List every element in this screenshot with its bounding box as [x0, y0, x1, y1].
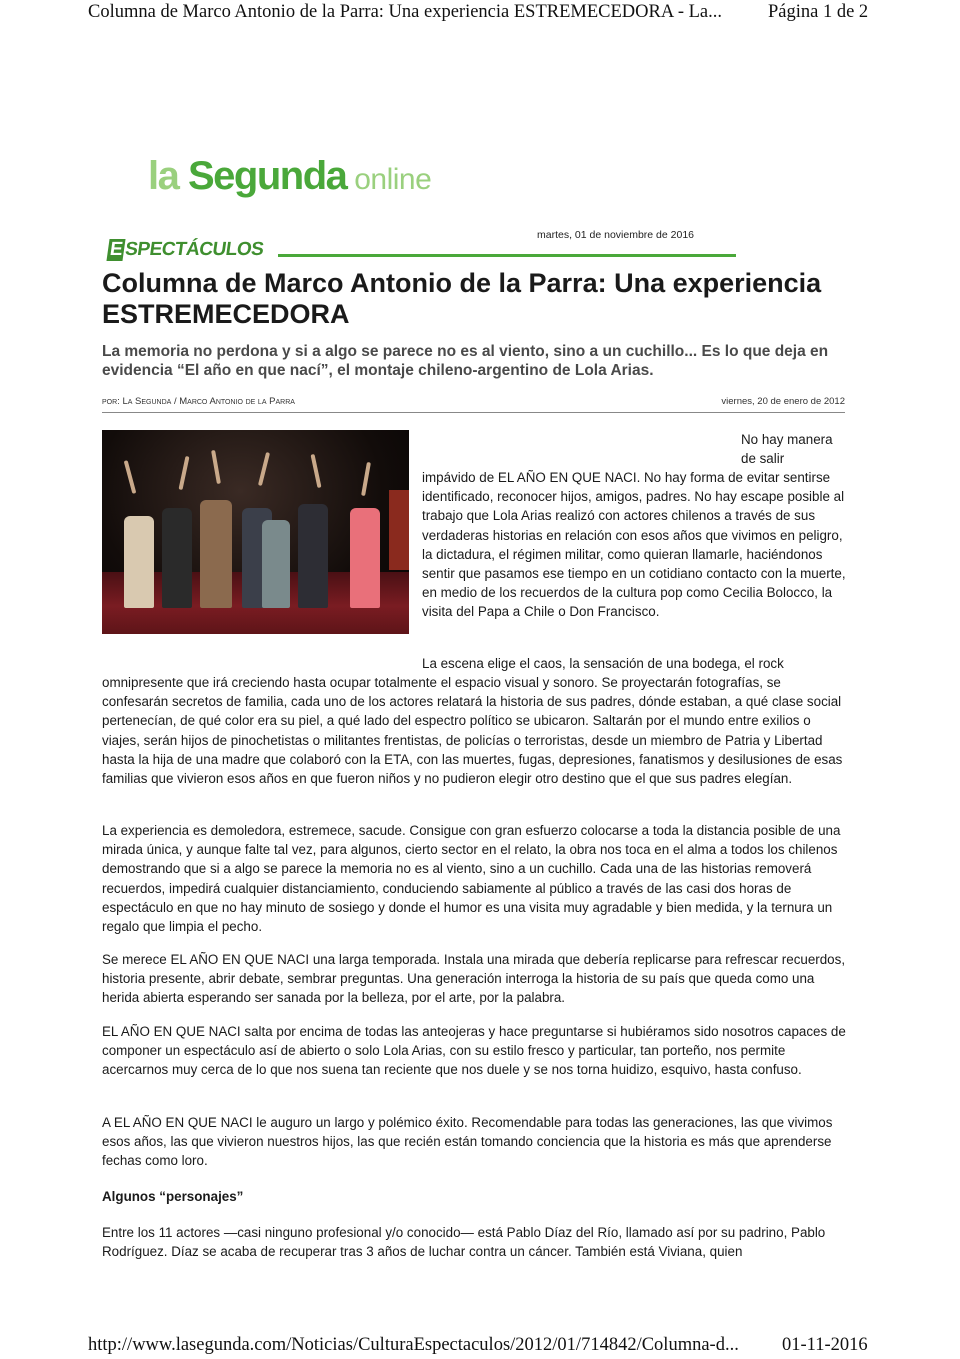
- article-photo: [102, 430, 409, 634]
- logo-part-online: online: [346, 163, 432, 196]
- photo-actor: [124, 516, 154, 608]
- article-paragraph-intro-start: No hay manera de salir: [741, 432, 833, 467]
- print-footer-date: 01-11-2016: [782, 1335, 868, 1355]
- photo-actor: [162, 508, 192, 608]
- article-paragraph-auguro: A EL AÑO EN QUE NACI le auguro un largo y polémico éxito. Recomendable para todas las generaciones, las que vivimos esos años, las que vivieron nuestros hijos, las que recién están tomando conciencia que la historia es más que aprenderse fechas como loro.: [102, 1115, 833, 1169]
- logo-part-segunda: Segunda: [187, 154, 347, 198]
- photo-actor: [350, 508, 380, 608]
- logo-part-la: la: [148, 154, 188, 198]
- article-paragraph-actores: Entre los 11 actores —casi ninguno profesional y/o conocido— está Pablo Díaz del Río, llamado así por su padrino, Pablo Rodríguez. Díaz se acaba de recuperar tras 3 años de luchar contra un cáncer. También está Viviana, quien: [102, 1225, 826, 1260]
- print-footer-url[interactable]: http://www.lasegunda.com/Noticias/CulturaEspectaculos/2012/01/714842/Columna-d...: [88, 1335, 739, 1355]
- photo-actor: [298, 504, 328, 608]
- byline-divider: [102, 412, 845, 413]
- article-paragraph-escena-start: La escena elige el caos, la sensación de una bodega, el rock: [422, 656, 784, 671]
- print-header-title: Columna de Marco Antonio de la Parra: Una experiencia ESTREMECEDORA - La...: [88, 2, 722, 22]
- section-label-espectaculos[interactable]: [106, 239, 264, 261]
- article-paragraph-el-ano: EL AÑO EN QUE NACI salta por encima de todas las anteojeras y hace preguntarse si hubiéramos sido nosotros capaces de componer un espectáculo así de abierto o solo Lola Arias, con su estilo fresco y particular, tan porteño, nos permite acercarnos muy cerca de lo que nos suena tan reciente que nos duele y se nos torna huidizo, esquivo, hasta confuso.: [102, 1024, 846, 1078]
- article-paragraph-escena: omnipresente que irá creciendo hasta ocupar totalmente el espacio visual y sonoro. Se proyectarán fotografías, se confesarán secretos de familia, cada uno de los actores relatará la historia de sus padres, dónde estaban, a qué clase social pertenecían, de qué color era su piel, a qué lado del espectro político se ubicaron. Saltarán por el mundo entre exilios o viajes, serán hijos de pinochetistas o militantes frentistas, de policías o terroristas, desde un miembro de Patria y Libertad hasta la hija de una madre que colaboró con la ETA, con las muertes, fugas, depresiones, fanatismos y desilusiones de esas familias que vivieron esos años en que fueron niños y no pudieron elegir otro destino que el que sus padres elegían.: [102, 675, 843, 787]
- photo-raised-arm: [179, 456, 190, 490]
- photo-actor: [262, 520, 290, 608]
- photo-stage-door: [389, 490, 409, 570]
- photo-raised-arm: [361, 462, 371, 496]
- current-date: martes, 01 de noviembre de 2016: [537, 229, 695, 241]
- print-footer: [0, 1335, 960, 1359]
- section-label-rest: SPECTÁCULOS: [123, 239, 265, 260]
- article-subhead: La memoria no perdona y si a algo se parece no es al viento, sino a un cuchillo... Es lo que deja en evidencia “El año en que nací”, el montaje chileno-argentino de Lola Arias.: [102, 343, 829, 379]
- print-header-page-number: Página 1 de 2: [768, 2, 869, 22]
- article-paragraph-experiencia: La experiencia es demoledora, estremece, sacude. Consigue con gran esfuerzo colocarse a toda la distancia posible de una mirada única, y aunque falte tal vez, para algunos, cierto sector en el relato, la obra nos toca en el alma a todos los chilenos demostrando que si a algo se parece la memoria no es al viento, sino a un cuchillo. Cada una de las historias removerá recuerdos, impedirá cualquier distanciamiento, conduciendo sabiamente al público a través de las casi dos horas de espectáculo en que no hay minuto de sosiego y donde el humor es una visita muy agradable y bien medida, y la ternura un regalo que limpia el pecho.: [102, 823, 841, 935]
- section-divider: [278, 254, 736, 257]
- article-headline: Columna de Marco Antonio de la Parra: Una experiencia ESTREMECEDORA: [102, 268, 822, 329]
- section-label-initial: E: [106, 239, 125, 261]
- byline-author: por: La Segunda / Marco Antonio de la Parra: [102, 396, 295, 407]
- photo-raised-arm: [124, 460, 137, 494]
- print-header: [0, 2, 960, 26]
- photo-actor: [200, 500, 232, 608]
- byline: [102, 396, 845, 412]
- byline-date: viernes, 20 de enero de 2012: [721, 396, 845, 407]
- photo-raised-arm: [211, 450, 221, 484]
- photo-raised-arm: [258, 452, 270, 486]
- article-paragraph-intro: impávido de EL AÑO EN QUE NACI. No hay forma de evitar sentirse identificado, reconocer hijos, amigos, padres. No hay escape posible al trabajo que Lola Arias realizó con actores chilenos a través de sus verdaderas historias en relación con esos años que vivimos en peligro, la dictadura, el régimen militar, como quieran llamarle, haciéndonos sentir que pasamos ese tiempo en un cotidiano contacto con la muerte, en medio de los recuerdos de la cultura pop como Cecilia Bolocco, la visita del Papa a Chile o Don Francisco.: [422, 470, 846, 620]
- photo-raised-arm: [311, 454, 322, 488]
- article-paragraph-merece: Se merece EL AÑO EN QUE NACI una larga temporada. Instala una mirada que debería replicarse para refrescar recuerdos, historia presente, abrir debate, sembrar preguntas. Una generación interroga la historia de su país que queda como una herida abierta esperando ser sanada por la belleza, por el arte, por la palabra.: [102, 952, 846, 1006]
- article-section-heading: Algunos “personajes”: [102, 1189, 244, 1204]
- site-logo[interactable]: [148, 154, 431, 199]
